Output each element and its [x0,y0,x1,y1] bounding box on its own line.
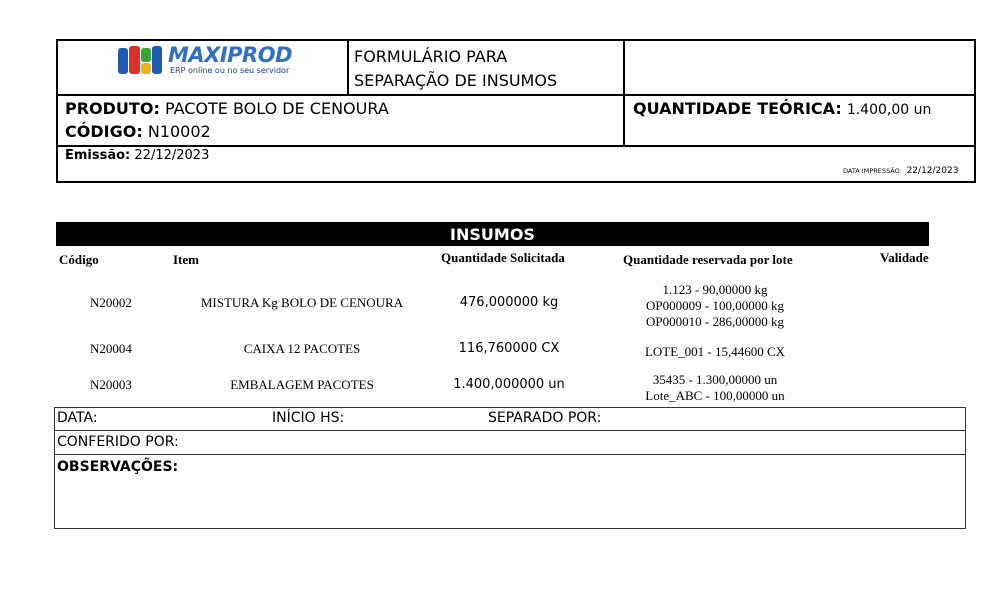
observacoes-field-label: OBSERVAÇÕES: [57,459,179,475]
produto-line [65,99,389,119]
row-quantidade: 116,760000 CX [458,341,560,356]
form-title-line1: FORMULÁRIO PARA [354,47,508,66]
row-lotes [605,282,825,330]
emissao-value: 22/12/2023 [134,148,210,163]
row-quantidade: 1.400,000000 un [453,377,565,392]
row-codigo: N20004 [90,341,132,356]
quantidade-teorica-label: QUANTIDADE TEÓRICA: [633,99,842,118]
form-title [354,45,557,93]
footer-divider-2 [54,454,966,455]
lote-entry: LOTE_001 - 15,44600 CX [644,344,786,359]
logo-tagline: ERP online ou no seu servidor [170,66,290,75]
lote-entry: OP000009 - 100,00000 kg [646,298,784,313]
codigo-label: CÓDIGO: [65,122,143,141]
separado-field-label: SEPARADO POR: [488,410,602,426]
col-header-quantidade-solicitada: Quantidade Solicitada [441,250,565,265]
conferido-field-label: CONFERIDO POR: [57,434,179,450]
col-header-codigo: Código [59,252,99,267]
col-header-item: Item [173,252,199,267]
row-codigo: N20002 [90,295,132,310]
row-codigo: N20003 [90,377,132,392]
row-lotes [605,344,825,360]
data-field-label: DATA: [57,410,98,426]
quantidade-teorica-value: 1.400,00 un [846,102,932,118]
row-item: EMBALAGEM PACOTES [230,377,374,392]
row-lotes [605,372,825,404]
header-vdivider-2 [623,41,625,146]
insumos-title-bar: INSUMOS [56,222,929,246]
produto-value: PACOTE BOLO DE CENOURA [164,99,389,118]
quantidade-teorica [633,99,931,120]
form-title-line2: SEPARAÇÃO DE INSUMOS [354,71,558,90]
footer-divider-1 [54,430,966,431]
header-vdivider-1 [347,41,349,95]
logo-mark-icon [118,44,164,76]
emissao-line [65,148,209,163]
emissao-label: Emissão: [65,148,131,163]
data-impressao-label: DATA IMPRESSÃO [843,167,900,175]
produto-label: PRODUTO: [65,99,160,118]
codigo-value: N10002 [147,122,211,141]
data-impressao [843,166,958,176]
lote-entry: 1.123 - 90,00000 kg [662,282,768,297]
inicio-field-label: INÍCIO HS: [272,410,345,426]
data-impressao-value: 22/12/2023 [906,166,959,176]
col-header-validade: Validade [880,250,929,265]
row-item: CAIXA 12 PACOTES [243,341,361,356]
row-item: MISTURA Kg BOLO DE CENOURA [200,295,404,310]
lote-entry: OP000010 - 286,00000 kg [646,314,784,329]
header-divider-1 [56,94,976,96]
maxiprod-logo [118,44,292,76]
col-header-quantidade-reservada: Quantidade reservada por lote [623,252,793,267]
row-quantidade: 476,000000 kg [459,295,559,310]
codigo-line [65,122,211,142]
lote-entry: Lote_ABC - 100,00000 un [645,388,785,403]
header-divider-2 [56,145,976,147]
logo-brand: MAXIPROD [168,43,292,67]
lote-entry: 35435 - 1.300,00000 un [652,372,778,387]
